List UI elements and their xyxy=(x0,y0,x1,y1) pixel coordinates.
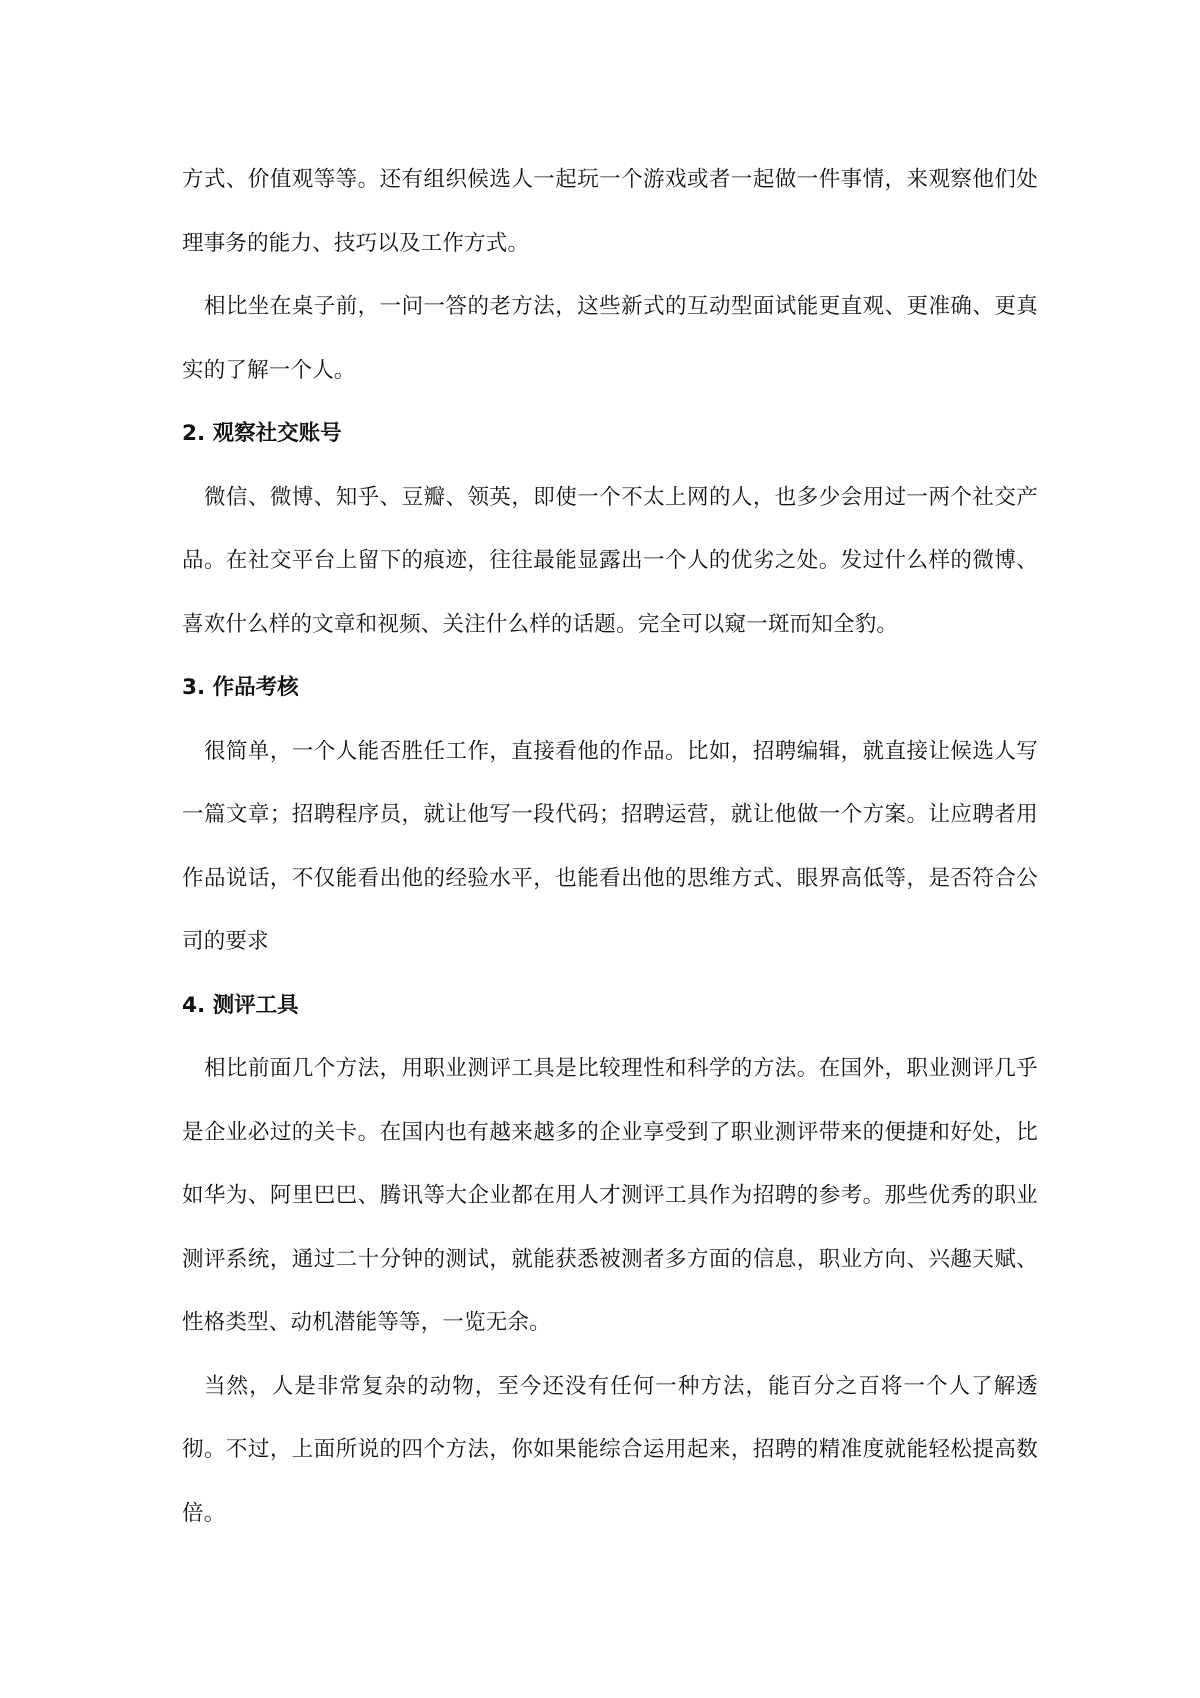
document-page xyxy=(182,148,1038,1545)
section-heading: 4. 测评工具 xyxy=(182,992,299,1018)
paragraph: 微信、微博、知乎、豆瓣、领英，即使一个不太上网的人，也多少会用过一两个社交产品。在社交平台上留下的痕迹，往往最能显露出一个人的优劣之处。发过什么样的微博、喜欢什么样的文章和视频、关注什么样的话题。完全可以窥一斑而知全豹。 xyxy=(182,484,1038,637)
paragraph: 相比坐在桌子前，一问一答的老方法，这些新式的互动型面试能更直观、更准确、更真实的了解一个人。 xyxy=(182,294,1038,383)
paragraph: 很简单，一个人能否胜任工作，直接看他的作品。比如，招聘编辑，就直接让候选人写一篇文章；招聘程序员，就让他写一段代码；招聘运营，就让他做一个方案。让应聘者用作品说话，不仅能看出他的经验水平，也能看出他的思维方式、眼界高低等，是否符合公司的要求 xyxy=(182,738,1038,954)
paragraph: 方式、价值观等等。还有组织候选人一起玩一个游戏或者一起做一件事情，来观察他们处理事务的能力、技巧以及工作方式。 xyxy=(182,167,1038,256)
section-heading: 3. 作品考核 xyxy=(182,675,299,700)
paragraph: 当然，人是非常复杂的动物，至今还没有任何一种方法，能百分之百将一个人了解透彻。不过，上面所说的四个方法，你如果能综合运用起来，招聘的精准度就能轻松提高数倍。 xyxy=(182,1373,1038,1526)
section-heading: 2. 观察社交账号 xyxy=(182,421,342,446)
paragraph: 相比前面几个方法，用职业测评工具是比较理性和科学的方法。在国外，职业测评几乎是企业必过的关卡。在国内也有越来越多的企业享受到了职业测评带来的便捷和好处，比如华为、阿里巴巴、腾讯等大企业都在用人才测评工具作为招聘的参考。那些优秀的职业测评系统，通过二十分钟的测试，就能获悉被测者多方面的信息，职业方向、兴趣天赋、性格类型、动机潜能等等，一览无余。 xyxy=(182,1056,1038,1335)
